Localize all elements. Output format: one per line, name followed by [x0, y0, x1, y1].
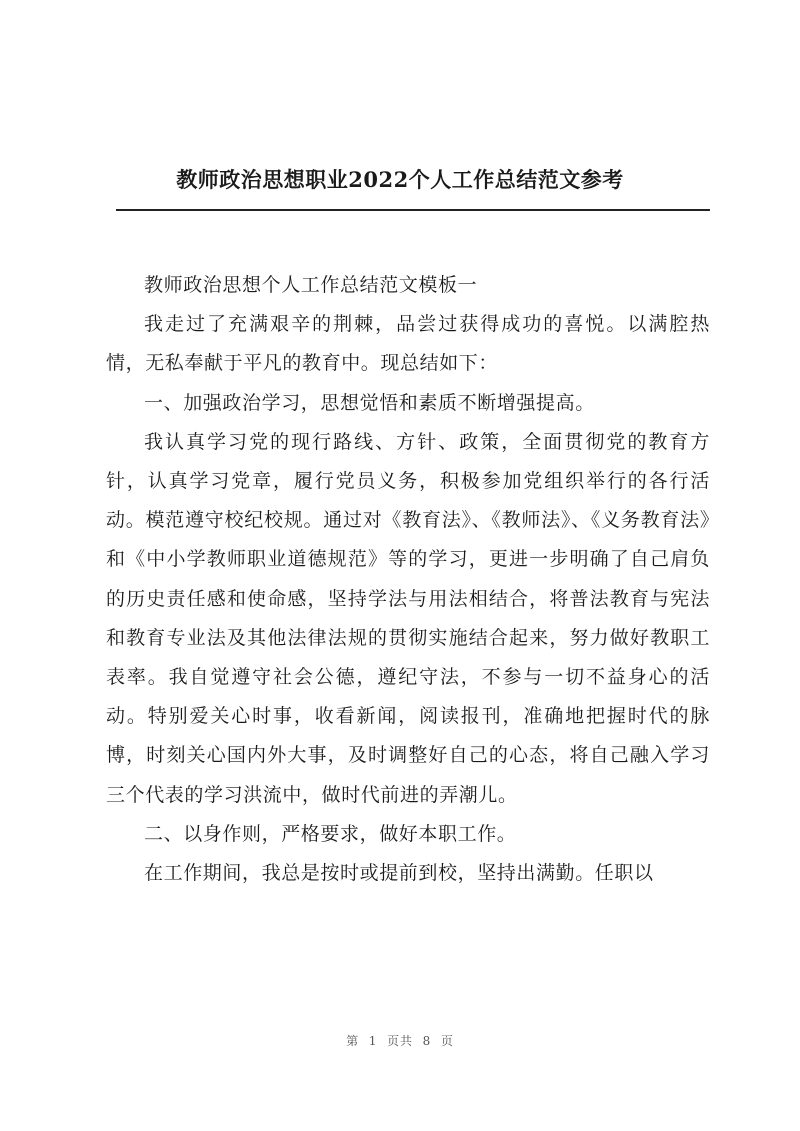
intro-paragraph: 我走过了充满艰辛的荆棘，品尝过获得成功的喜悦。以满腔热情，无私奉献于平凡的教育中。现总结如下： [106, 313, 710, 375]
section-heading-template: 教师政治思想个人工作总结范文模板一 [144, 274, 478, 296]
document-title: 教师政治思想职业2022个人工作总结范文参考 [176, 167, 624, 192]
body-paragraph-1: 我认真学习党的现行路线、方针、政策，全面贯彻党的教育方针，认真学习党章，履行党员义务，积极参加党组织举行的各行活动。模范遵守校纪校规。通过对《教育法》、《教师法》、《义务教育法》和《中小学教师职业道德规范》等的学习，更进一步明确了自己肩负的历史责任感和使命感，坚持学法与用法相结合，将普法教育与宪法和教育专业法及其他法律法规的贯彻实施结合起来，努力做好教职工表率。我自觉遵守社会公德，遵纪守法，不参与一切不益身心的活动。特别爱关心时事，收看新闻，阅读报刊，准确地把握时代的脉博，时刻关心国内外大事，及时调整好自己的心态，将自己融入学习三个代表的学习洪流中，做时代前进的弄潮儿。 [106, 430, 710, 806]
section-heading-2: 二、以身作则，严格要求，做好本职工作。 [144, 822, 517, 845]
document-body [106, 266, 710, 893]
title-underline [116, 209, 710, 211]
page-footer: 第 1 页共 8 页 [346, 1034, 454, 1048]
body-paragraph-2: 在工作期间，我总是按时或提前到校，坚持出满勤。任职以 [144, 862, 654, 885]
section-heading-1: 一、加强政治学习，思想觉悟和素质不断增强提高。 [144, 391, 595, 414]
